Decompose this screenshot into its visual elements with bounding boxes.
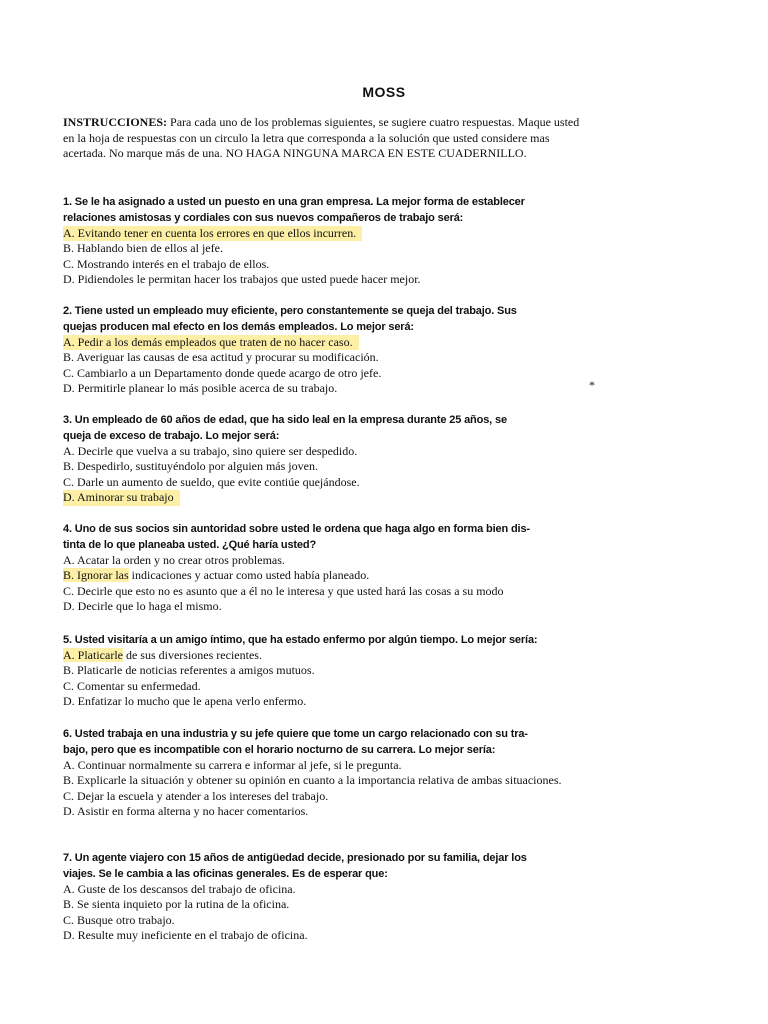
- question-text: [63, 521, 663, 553]
- question-text: [63, 632, 663, 648]
- answer-option-c: [63, 679, 663, 694]
- answer-option-c: [63, 584, 663, 599]
- option-text: A. Acatar la orden y no crear otros problemas.: [63, 553, 285, 567]
- answer-option-d: [63, 804, 663, 819]
- option-text: B. Averiguar las causas de esa actitud y procurar su modificación.: [63, 350, 379, 365]
- question-7: [63, 850, 663, 944]
- question-3: [63, 412, 663, 506]
- option-text: C. Mostrando interés en el trabajo de ellos.: [63, 256, 270, 271]
- option-text: de sus diversiones recientes.: [122, 648, 262, 662]
- answer-option-a: [63, 882, 663, 897]
- answer-option-d: [63, 381, 663, 396]
- option-text: B. Explicarle la situación y obtener su opinión en cuanto a la importancia relativa de ambas situaciones.: [63, 773, 562, 788]
- option-text: A. Guste de los descansos del trabajo de oficina.: [63, 882, 296, 896]
- question-4: [63, 521, 663, 615]
- page-title: MOSS: [362, 84, 406, 100]
- question-text: [63, 194, 663, 226]
- question-line: relaciones amistosas y cordiales con sus nuevos compañeros de trabajo será:: [63, 212, 464, 224]
- answer-option-a: [63, 335, 663, 350]
- answer-option-b: [63, 350, 663, 365]
- question-line: 6. Usted trabaja en una industria y su jefe quiere que tome un cargo relacionado con su tra-: [63, 728, 528, 740]
- question-1: [63, 194, 663, 288]
- question-line: viajes. Se le cambia a las oficinas generales. Es de esperar que:: [63, 868, 388, 880]
- option-text: D. Asistir en forma alterna y no hacer comentarios.: [63, 804, 309, 819]
- option-text: D. Permitirle planear lo más posible acerca de su trabajo.: [63, 381, 338, 396]
- answer-option-d: [63, 694, 663, 709]
- option-text: C. Decirle que esto no es asunto que a él no le interesa y que usted hará las cosas a su modo: [63, 583, 504, 598]
- answer-option-b: [63, 773, 578, 788]
- answer-option-b: [63, 568, 663, 583]
- question-line: tinta de lo que planeaba usted. ¿Qué haría usted?: [63, 539, 317, 551]
- option-text: A. Continuar normalmente su carrera e informar al jefe, si le pregunta.: [63, 758, 402, 772]
- question-text: [63, 850, 663, 882]
- answer-option-c: [63, 475, 663, 490]
- instructions-label: INSTRUCCIONES:: [63, 115, 168, 129]
- option-text: C. Comentar su enfermedad.: [63, 678, 201, 693]
- highlighted-text: A. Platicarle: [63, 648, 123, 662]
- answer-option-c: [63, 789, 663, 804]
- option-text: C. Darle un aumento de sueldo, que evite contiúe quejándose.: [63, 474, 360, 489]
- instructions: [63, 115, 593, 162]
- answer-option-d: [63, 599, 663, 614]
- answer-option-b: [63, 459, 663, 474]
- answer-option-a: [63, 648, 663, 663]
- option-text: D. Pidiendoles le permitan hacer los trabajos que usted puede hacer mejor.: [63, 272, 421, 287]
- instructions-text: Para cada uno de los problemas siguientes, se sugiere cuatro respuestas. Maque usted en la hoja de respuestas con un circulo la letra que corresponda a la solución que usted considere mas acertada. No marque más de una. NO HAGA NINGUNA MARCA EN ESTE CUADERNILLO.: [63, 115, 580, 161]
- highlighted-text: D. Aminorar su trabajo: [63, 490, 180, 505]
- highlighted-text: A. Evitando tener en cuenta los errores en que ellos incurren.: [63, 226, 362, 241]
- option-text: C. Cambiarlo a un Departamento donde quede acargo de otro jefe.: [63, 365, 382, 380]
- question-6: [63, 726, 663, 820]
- question-5: [63, 632, 663, 710]
- answer-option-a: [63, 758, 663, 773]
- option-text: B. Hablando bien de ellos al jefe.: [63, 241, 223, 256]
- question-line: bajo, pero que es incompatible con el horario nocturno de su carrera. Lo mejor sería:: [63, 744, 496, 756]
- stray-mark: *: [589, 378, 595, 392]
- question-text: [63, 726, 663, 758]
- answer-option-d: [63, 272, 663, 287]
- option-text: D. Resulte muy ineficiente en el trabajo de oficina.: [63, 928, 308, 943]
- option-text: C. Busque otro trabajo.: [63, 912, 175, 927]
- question-text: [63, 303, 663, 335]
- option-text: D. Decirle que lo haga el mismo.: [63, 599, 222, 614]
- question-line: 5. Usted visitaría a un amigo íntimo, que ha estado enfermo por algún tiempo. Lo mejor sería:: [63, 634, 538, 646]
- question-text: [63, 412, 663, 444]
- highlighted-text: B. Ignorar las: [63, 568, 129, 583]
- answer-option-c: [63, 257, 663, 272]
- option-text: B. Despedirlo, sustituyéndolo por alguien más joven.: [63, 459, 318, 474]
- question-line: 4. Uno de sus socios sin auntoridad sobre usted le ordena que haga algo en forma bien dis-: [63, 523, 530, 535]
- question-line: 2. Tiene usted un empleado muy eficiente, pero constantemente se queja del trabajo. Sus: [63, 305, 517, 317]
- answer-option-a: [63, 226, 663, 241]
- highlighted-text: A. Pedir a los demás empleados que traten de no hacer caso.: [63, 335, 359, 350]
- option-text: B. Platicarle de noticias referentes a amigos mutuos.: [63, 663, 315, 678]
- option-text: B. Se sienta inquieto por la rutina de la oficina.: [63, 897, 290, 912]
- option-text: indicaciones y actuar como usted había planeado.: [128, 568, 370, 583]
- answer-option-c: [63, 366, 663, 381]
- answer-option-b: [63, 663, 663, 678]
- answer-option-c: [63, 913, 663, 928]
- answer-option-b: [63, 897, 663, 912]
- answer-option-a: [63, 444, 663, 459]
- answer-option-a: [63, 553, 663, 568]
- answer-option-d: [63, 928, 663, 943]
- question-line: quejas producen mal efecto en los demás empleados. Lo mejor será:: [63, 321, 414, 333]
- question-2: [63, 303, 663, 397]
- option-text: D. Enfatizar lo mucho que le apena verlo enfermo.: [63, 694, 307, 709]
- question-line: queja de exceso de trabajo. Lo mejor será:: [63, 430, 280, 442]
- answer-option-d: [63, 490, 663, 505]
- question-line: 1. Se le ha asignado a usted un puesto en una gran empresa. La mejor forma de establecer: [63, 196, 525, 208]
- question-line: 7. Un agente viajero con 15 años de antigüedad decide, presionado por su familia, dejar los: [63, 852, 527, 864]
- option-text: A. Decirle que vuelva a su trabajo, sino quiere ser despedido.: [63, 444, 358, 458]
- option-text: C. Dejar la escuela y atender a los intereses del trabajo.: [63, 788, 329, 803]
- question-line: 3. Un empleado de 60 años de edad, que ha sido leal en la empresa durante 25 años, se: [63, 414, 507, 426]
- answer-option-b: [63, 241, 663, 256]
